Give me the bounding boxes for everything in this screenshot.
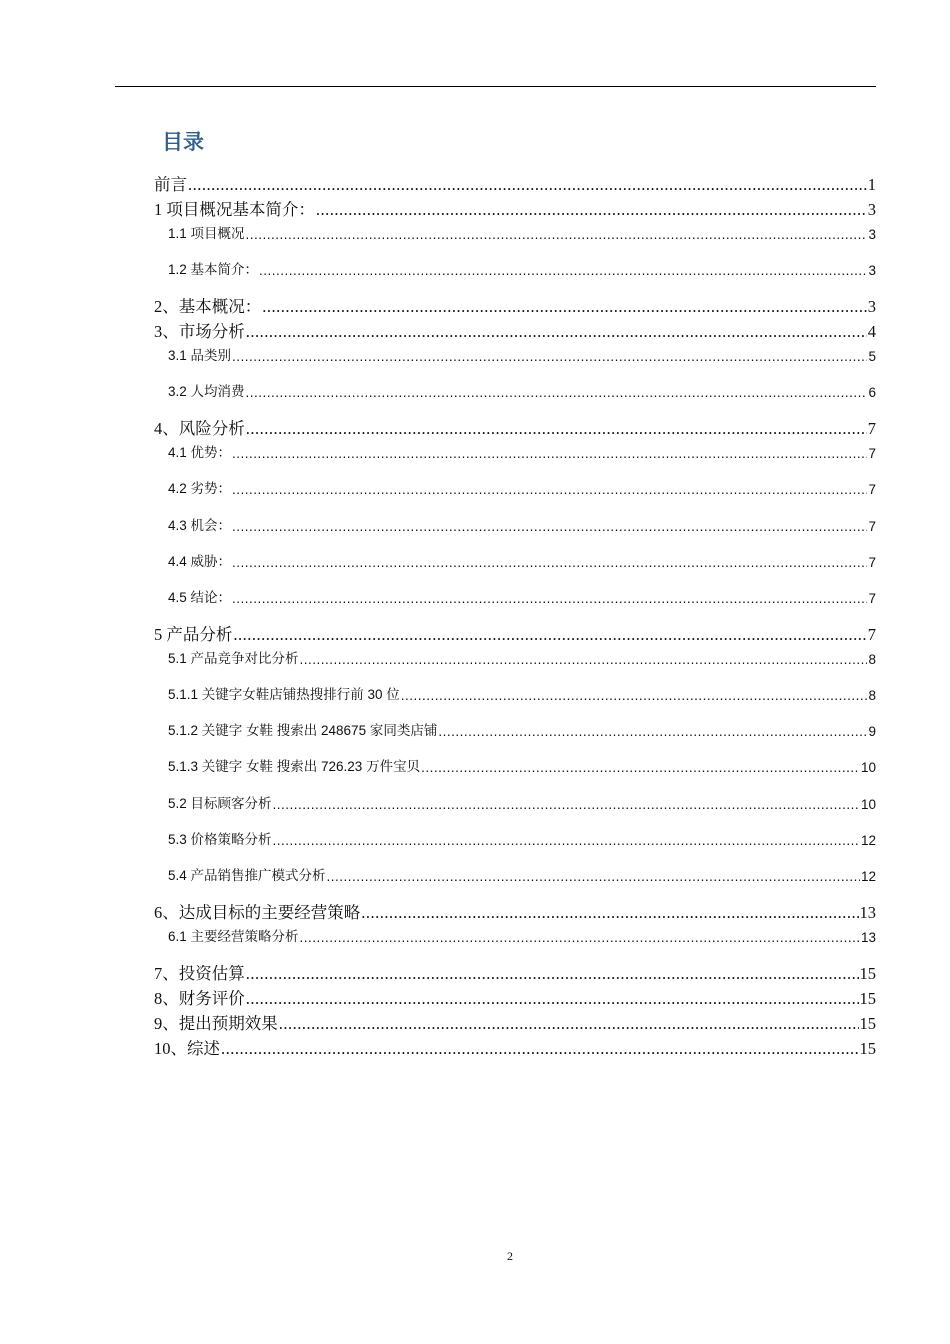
toc-entry-page: 7 [868,555,876,570]
toc-entry-page: 5 [868,349,876,364]
toc-entry-label: 1.2 基本简介： [168,262,259,277]
toc-entry-page: 7 [867,625,876,644]
toc-entry-label: 4.3 机会： [168,518,232,533]
toc-entry-page: 3 [868,227,876,242]
toc-leader [259,263,867,278]
toc-entry-page: 7 [868,519,876,534]
toc-leader [327,869,860,884]
toc-leader [246,421,867,439]
toc-leader [438,724,867,739]
toc-leader [273,797,860,812]
toc-entry-page: 7 [868,482,876,497]
toc-entry-label: 8、财务评价 [154,989,245,1008]
toc-entry[interactable] [154,899,876,923]
toc-entry-label: 5.3 价格策略分析 [168,832,272,847]
toc-leader [262,299,867,317]
toc-entry[interactable] [168,647,876,667]
toc-entry[interactable] [168,550,876,570]
toc-entry[interactable] [168,477,876,497]
toc-entry[interactable] [154,621,876,645]
toc-entry-label: 4.4 威胁： [168,554,232,569]
toc-entry[interactable] [154,415,876,439]
toc-entry-page: 7 [868,446,876,461]
page-number: 2 [507,1249,513,1263]
toc-entry[interactable] [154,960,876,984]
toc-entry-label: 1.1 项目概况 [168,226,245,241]
toc-entry-label: 4、风险分析 [154,419,245,438]
toc-entry-page: 10 [860,760,876,775]
toc-entry[interactable] [168,828,876,848]
toc-leader [221,1041,859,1059]
toc-entry-label: 5.1.2 关键字 女鞋 搜索出 248675 家同类店铺 [168,723,438,738]
toc-leader [246,385,868,400]
toc-entry[interactable] [168,755,876,775]
toc-entry-label: 5.1.3 关键字 女鞋 搜索出 726.23 万件宝贝 [168,759,421,774]
toc-entry-label: 5.4 产品销售推广模式分析 [168,868,326,883]
toc-leader [232,555,867,570]
toc-leader [273,833,860,848]
toc-entry-label: 4.5 结论： [168,590,232,605]
toc-leader [421,760,860,775]
toc-entry-label: 10、综述 [154,1039,220,1058]
toc-entry[interactable] [168,441,876,461]
toc-entry-label: 3.2 人均消费 [168,384,245,399]
toc-leader [279,1016,859,1034]
toc-entry[interactable] [154,293,876,317]
toc-entry[interactable] [168,925,876,945]
toc-leader [300,930,860,945]
toc-leader [232,482,867,497]
toc-entry[interactable] [168,864,876,884]
toc-entry-label: 1 项目概况基本简介： [154,200,315,219]
toc-entry[interactable] [168,719,876,739]
toc-leader [361,905,858,923]
toc-entry[interactable] [168,514,876,534]
toc-entry[interactable] [154,985,876,1009]
toc-leader [246,991,859,1009]
toc-entry-page: 1 [867,175,876,194]
toc-entry-page: 4 [867,322,876,341]
toc-entry-page: 13 [859,903,876,922]
toc-entry-label: 2、基本概况： [154,297,262,316]
toc-entry[interactable] [154,1010,876,1034]
toc-entry-page: 3 [867,297,876,316]
toc-entry-page: 8 [868,688,876,703]
toc-entry-label: 7、投资估算 [154,964,245,983]
toc-leader [188,177,867,195]
toc-entry[interactable] [154,196,876,220]
toc-entry-label: 5.1 产品竞争对比分析 [168,651,299,666]
toc-entry-page: 15 [859,989,876,1008]
toc-entry-page: 10 [860,797,876,812]
toc-entry-page: 15 [859,1014,876,1033]
toc-entry-label: 3.1 品类别 [168,348,232,363]
toc-leader [232,591,867,606]
toc-entry-page: 15 [859,964,876,983]
toc-entry-label: 4.1 优势： [168,445,232,460]
toc-entry[interactable] [168,380,876,400]
toc-entry[interactable] [168,683,876,703]
toc-entry-page: 7 [867,419,876,438]
toc-entry-label: 6.1 主要经营策略分析 [168,929,299,944]
toc-leader [401,688,868,703]
toc-leader [246,324,867,342]
toc-leader [232,349,867,364]
toc-leader [232,446,867,461]
toc-entry[interactable] [154,171,876,195]
toc-entry-page: 7 [868,591,876,606]
toc-entry-page: 8 [868,652,876,667]
toc-entry[interactable] [168,258,876,278]
toc-entry[interactable] [168,344,876,364]
toc-leader [246,227,868,242]
toc-entry-label: 5.1.1 关键字女鞋店铺热搜排行前 30 位 [168,687,400,702]
toc-leader [232,519,867,534]
toc-entry-label: 4.2 劣势： [168,481,232,496]
toc-leader [300,652,868,667]
toc-entry-label: 6、达成目标的主要经营策略 [154,903,361,922]
toc-leader [316,202,867,220]
toc-entry-page: 3 [868,263,876,278]
toc-entry[interactable] [168,586,876,606]
toc-entry-page: 13 [860,930,876,945]
toc-entry-label: 9、提出预期效果 [154,1014,278,1033]
toc-entry-page: 6 [868,385,876,400]
toc-entry[interactable] [168,222,876,242]
toc-entry-page: 12 [860,869,876,884]
toc-title: 目录 [162,130,204,154]
toc-leader [246,966,859,984]
toc-entry[interactable] [154,1035,876,1059]
toc-entry-label: 3、市场分析 [154,322,245,341]
toc-entry-page: 9 [868,724,876,739]
toc-entry-label: 5 产品分析 [154,625,233,644]
toc-entry[interactable] [154,318,876,342]
toc-entry-label: 5.2 目标顾客分析 [168,796,272,811]
toc-entry-page: 15 [859,1039,876,1058]
toc-entry-page: 3 [867,200,876,219]
toc-entry[interactable] [168,792,876,812]
toc-leader [233,627,866,645]
toc-entry-page: 12 [860,833,876,848]
toc-entry-label: 前言 [154,175,187,194]
